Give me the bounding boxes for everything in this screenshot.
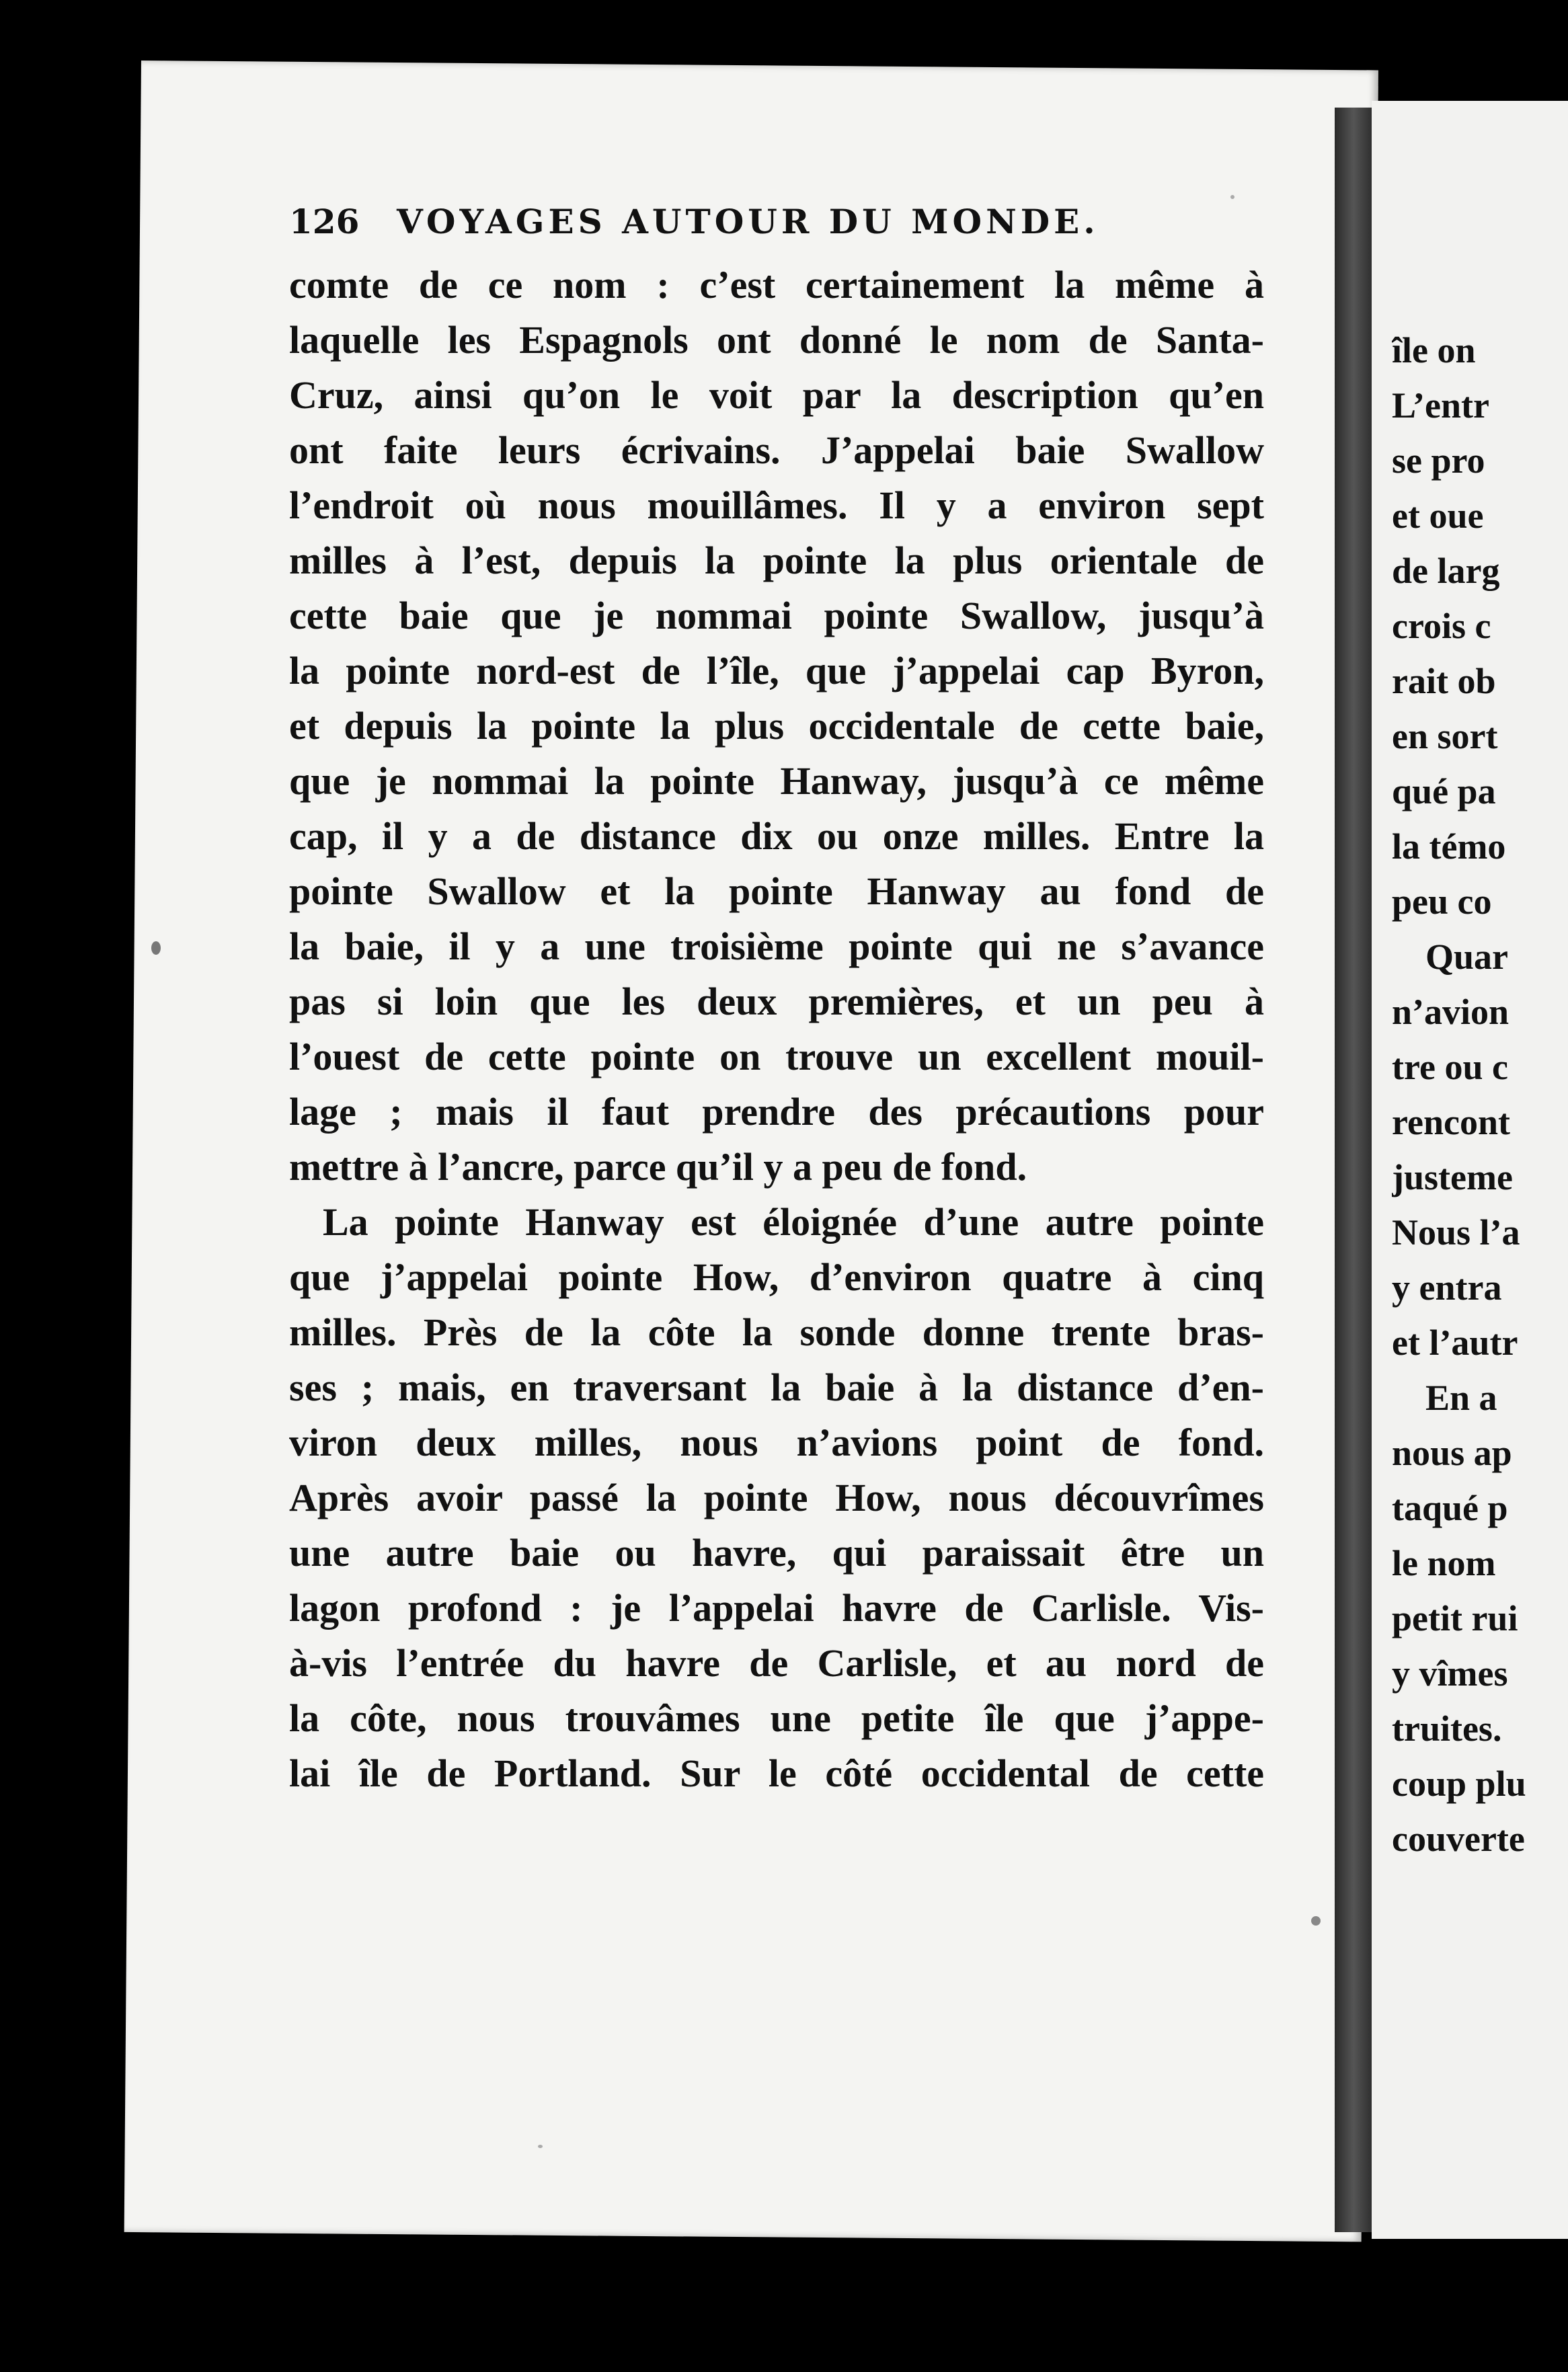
running-title: VOYAGES AUTOUR DU MONDE. — [397, 202, 1099, 241]
text-line: milles. Près de la côte la sonde donne trente bras- — [289, 1310, 1264, 1354]
text-line: pointe Swallow et la pointe Hanway au fond de — [289, 869, 1264, 913]
text-line: cap, il y a de distance dix ou onze milles. Entre la — [289, 814, 1264, 858]
right-page-line: qué pa — [1392, 771, 1496, 812]
text-line: La pointe Hanway est éloignée d’une autre pointe — [323, 1200, 1264, 1244]
right-page-line: couverte — [1392, 1819, 1525, 1859]
text-line: lage ; mais il faut prendre des précautions pour — [289, 1090, 1264, 1134]
text-line: que je nommai la pointe Hanway, jusqu’à ce même — [289, 759, 1264, 803]
text-line: cette baie que je nommai pointe Swallow, jusqu’à — [289, 594, 1264, 637]
right-page-line: île on — [1392, 330, 1476, 370]
right-page-text — [1392, 323, 1568, 1866]
main-page-text — [289, 258, 1264, 1801]
text-line: la pointe nord-est de l’île, que j’appelai cap Byron, — [289, 649, 1264, 693]
text-line: Cruz, ainsi qu’on le voit par la description qu’en — [289, 373, 1264, 417]
text-line: ont faite leurs écrivains. J’appelai baie Swallow — [289, 428, 1264, 472]
right-page-line: le nom — [1392, 1543, 1496, 1583]
paper-speck — [538, 2145, 543, 2148]
page-header — [289, 202, 1244, 241]
right-page-line: et oue — [1392, 496, 1484, 536]
right-page-line: En a — [1425, 1378, 1497, 1418]
text-line: milles à l’est, depuis la pointe la plus orientale de — [289, 539, 1264, 582]
paper-speck — [1311, 1916, 1321, 1926]
text-line: comte de ce nom : c’est certainement la même à — [289, 263, 1264, 307]
edge-mark — [151, 941, 161, 955]
text-line: que j’appelai pointe How, d’environ quatre à cinq — [289, 1255, 1264, 1299]
right-page-line: nous ap — [1392, 1433, 1512, 1473]
right-page-line: tre ou c — [1392, 1047, 1508, 1087]
right-page-line: y vîmes — [1392, 1653, 1508, 1694]
right-page-line: coup plu — [1392, 1764, 1526, 1804]
right-page-line: rait ob — [1392, 661, 1496, 701]
text-line: viron deux milles, nous n’avions point de fond. — [289, 1421, 1264, 1464]
text-line: l’endroit où nous mouillâmes. Il y a environ sept — [289, 483, 1264, 527]
right-page-line: de larg — [1392, 551, 1500, 591]
text-line: lagon profond : je l’appelai havre de Carlisle. Vis- — [289, 1586, 1264, 1630]
text-line: l’ouest de cette pointe on trouve un excellent mouil- — [289, 1035, 1264, 1078]
right-page-line: y entra — [1392, 1267, 1502, 1308]
right-page-line: rencont — [1392, 1102, 1510, 1142]
text-line: pas si loin que les deux premières, et un peu à — [289, 980, 1264, 1023]
text-line: ses ; mais, en traversant la baie à la distance d’en- — [289, 1366, 1264, 1409]
right-page-line: petit rui — [1392, 1598, 1518, 1638]
right-page-line: se pro — [1392, 440, 1485, 481]
right-page-line: et l’autr — [1392, 1322, 1518, 1363]
right-page-line: n’avion — [1392, 992, 1510, 1032]
page-number: 126 — [289, 202, 360, 241]
right-page-line: la témo — [1392, 826, 1506, 867]
right-page-line: en sort — [1392, 716, 1498, 756]
right-page-line: L’entr — [1392, 385, 1489, 426]
paper-speck — [1230, 195, 1234, 199]
right-page-line: truites. — [1392, 1708, 1502, 1749]
right-page-line: Nous l’a — [1392, 1212, 1520, 1253]
right-page-line: justeme — [1392, 1157, 1513, 1197]
right-page-line: taqué p — [1392, 1488, 1508, 1528]
text-line: une autre baie ou havre, qui paraissait être un — [289, 1531, 1264, 1575]
right-page-line: Quar — [1425, 937, 1509, 977]
text-line: laquelle les Espagnols ont donné le nom de Santa- — [289, 318, 1264, 362]
text-line: à-vis l’entrée du havre de Carlisle, et au nord de — [289, 1641, 1264, 1685]
right-page-line: peu co — [1392, 881, 1492, 922]
text-line: la côte, nous trouvâmes une petite île que j’appe- — [289, 1696, 1264, 1740]
text-line: et depuis la pointe la plus occidentale de cette baie, — [289, 704, 1264, 748]
text-line: mettre à l’ancre, parce qu’il y a peu de fond. — [289, 1145, 1027, 1189]
text-line: lai île de Portland. Sur le côté occidental de cette — [289, 1751, 1264, 1795]
right-page-line: crois c — [1392, 606, 1491, 646]
text-line: la baie, il y a une troisième pointe qui ne s’avance — [289, 924, 1264, 968]
text-line: Après avoir passé la pointe How, nous découvrîmes — [289, 1476, 1264, 1519]
